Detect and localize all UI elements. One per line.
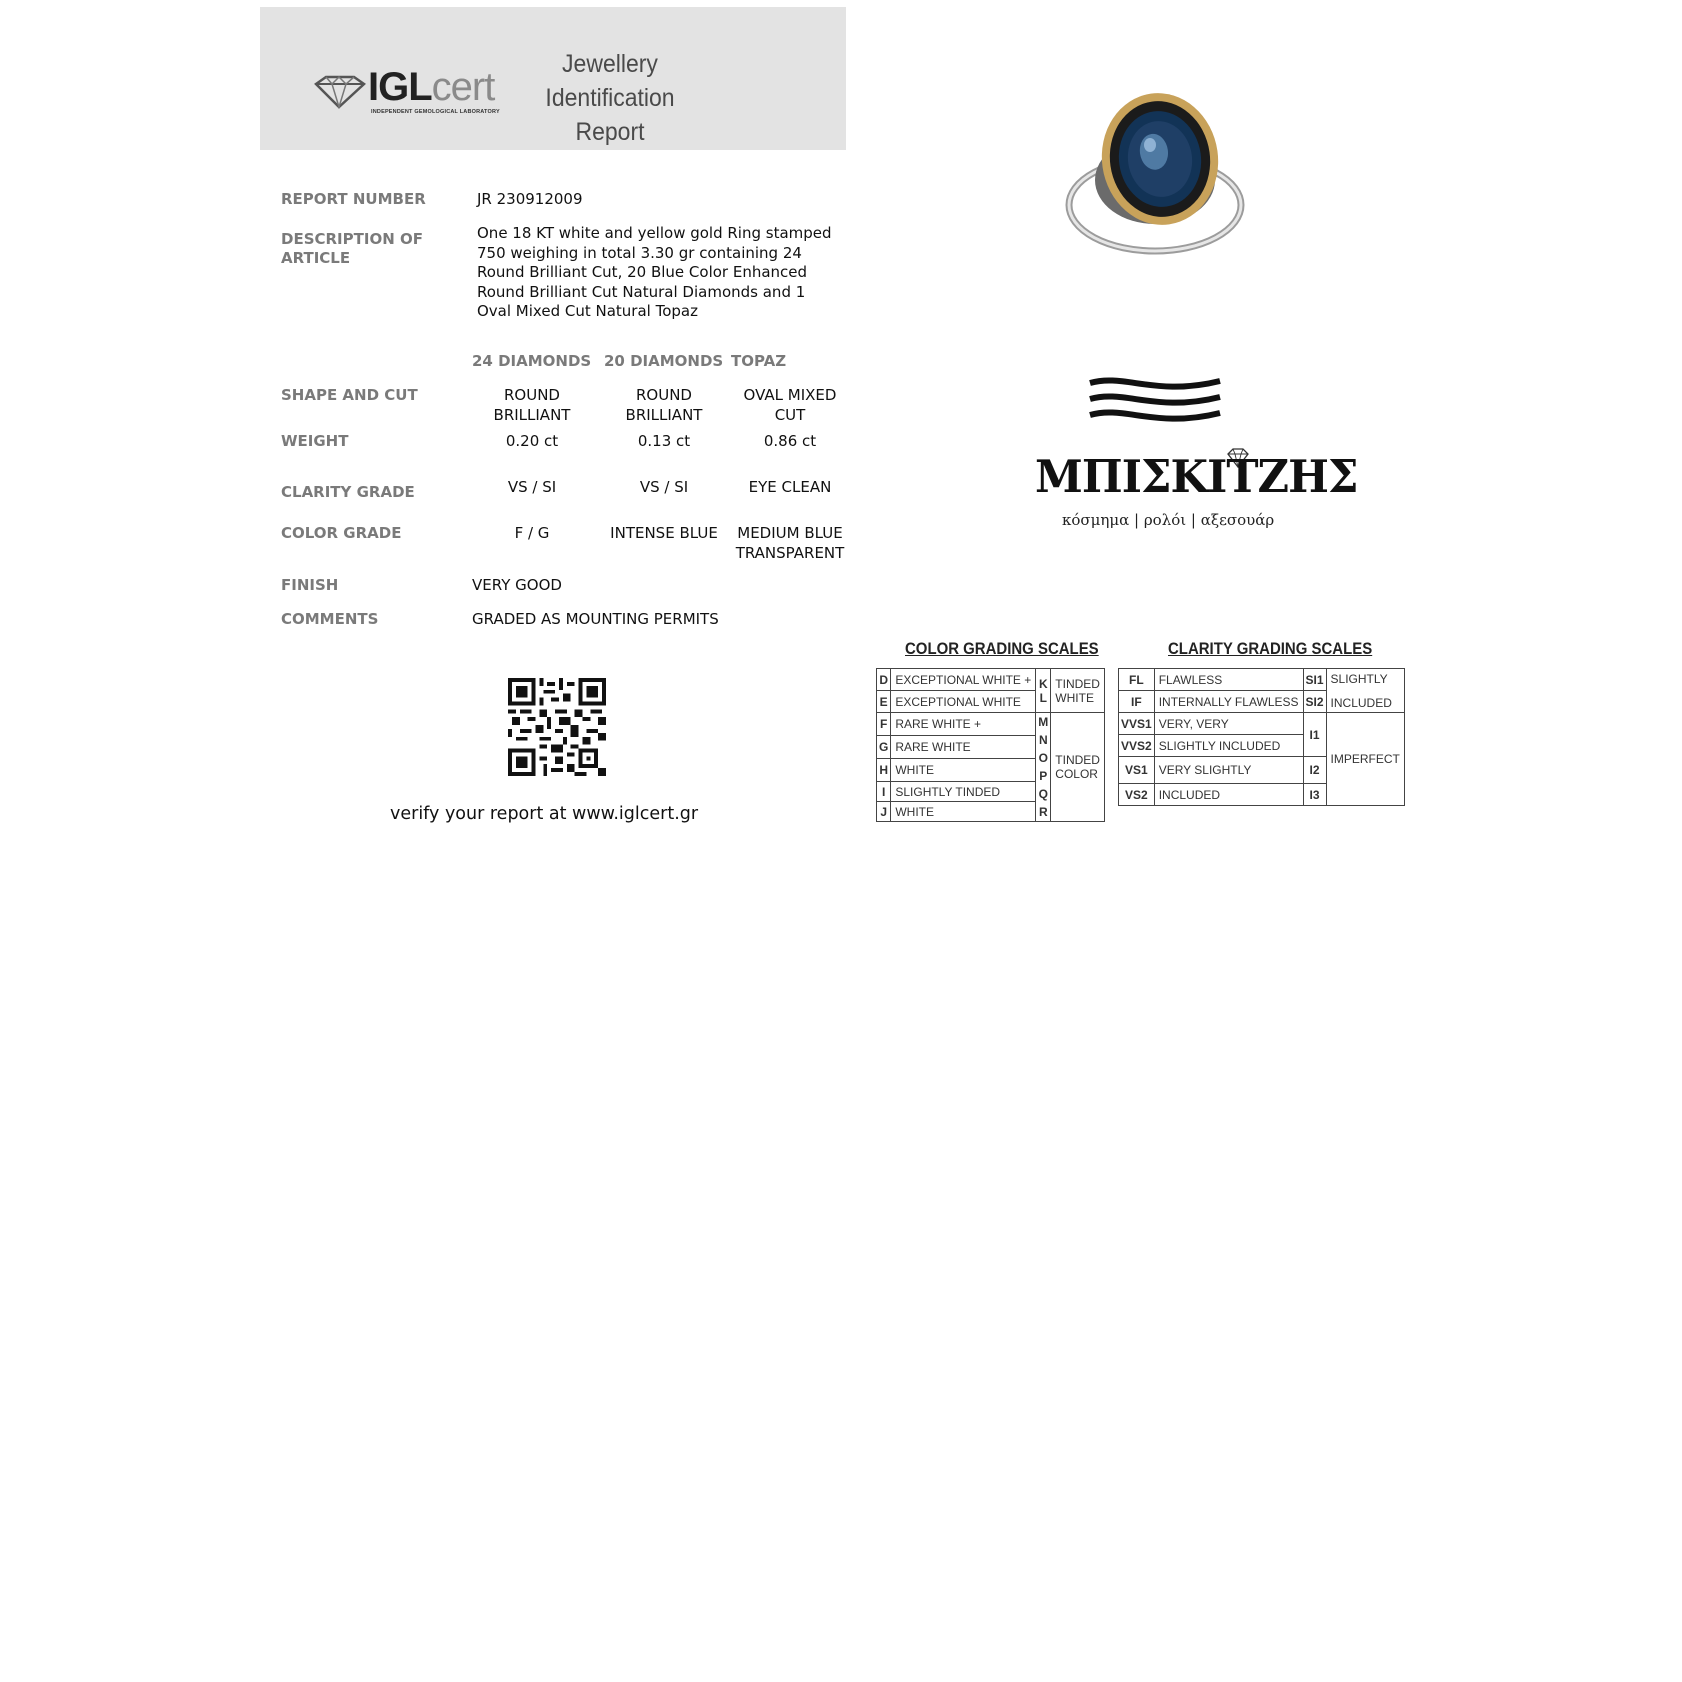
clarity-key: VS2 — [1119, 784, 1155, 806]
grade-group-b — [1051, 713, 1105, 822]
finish-value: VERY GOOD — [472, 576, 562, 594]
grade-key-group — [1036, 669, 1051, 713]
clarity-desc: VERY SLIGHTLY — [1154, 757, 1303, 784]
clarity-key: VVS1 — [1119, 713, 1155, 735]
grade-key: E — [877, 691, 891, 713]
column-header-24-diamonds: 24 DIAMONDS — [472, 352, 592, 370]
description-line: One 18 KT white and yellow gold Ring stamped — [477, 224, 832, 242]
grade-desc: WHITE — [891, 759, 1036, 782]
cell-line: TRANSPARENT — [735, 543, 845, 562]
qr-code[interactable] — [508, 678, 606, 776]
column-header-20-diamonds: 20 DIAMONDS — [604, 352, 724, 370]
clarity-imperfect: IMPERFECT — [1326, 713, 1404, 806]
clarity-desc: SLIGHTLY INCLUDED — [1154, 735, 1303, 757]
clarity-desc: VERY, VERY — [1154, 713, 1303, 735]
clarity-grade-value: EYE CLEAN — [748, 478, 832, 496]
grade-key: N — [1038, 733, 1048, 747]
grade-desc: SLIGHTLY TINDED — [891, 782, 1036, 802]
clarity-key: SI2 — [1303, 691, 1326, 713]
color-grade-value — [604, 524, 724, 544]
clarity-key: I1 — [1303, 713, 1326, 757]
grade-key: D — [877, 669, 891, 691]
cell-line: MEDIUM BLUE — [737, 524, 843, 542]
clarity-desc: INCLUDED — [1154, 784, 1303, 806]
ring-photo — [1055, 85, 1270, 260]
clarity-grade-label: CLARITY GRADE — [281, 483, 415, 501]
iglcert-logo — [368, 67, 494, 107]
title-line: Jewellery — [562, 50, 658, 78]
waves-logo-icon — [1085, 375, 1225, 435]
color-grade-label: COLOR GRADE — [281, 524, 402, 542]
clarity-key: VVS2 — [1119, 735, 1155, 757]
clarity-desc: INTERNALLY FLAWLESS — [1154, 691, 1303, 713]
weight-label: WEIGHT — [281, 432, 349, 450]
grade-key: K — [1038, 676, 1048, 691]
column-header-topaz: TOPAZ — [731, 352, 787, 370]
description-line: 750 weighing in total 3.30 gr containing 24 — [477, 243, 802, 262]
finish-label: FINISH — [281, 576, 339, 594]
weight-value: 0.13 ct — [637, 432, 691, 450]
grade-key: M — [1038, 715, 1049, 729]
clarity-key: IF — [1119, 691, 1155, 713]
cell-line: INTENSE BLUE — [610, 524, 718, 542]
cell-line: OVAL MIXED — [743, 386, 837, 404]
report-number-label: REPORT NUMBER — [281, 190, 426, 208]
diamond-logo-icon — [312, 75, 366, 109]
clarity-key: I2 — [1303, 757, 1326, 784]
description-line: Oval Mixed Cut Natural Topaz — [477, 302, 698, 320]
weight-value: 0.86 ct — [763, 432, 817, 450]
jeweller-brand-name: ΜΠΙΣΚΙΤΖΗΣ — [1035, 450, 1358, 503]
verify-report-link[interactable]: verify your report at www.iglcert.gr — [390, 804, 699, 824]
grade-key: Q — [1038, 787, 1048, 801]
clarity-key: VS1 — [1119, 757, 1155, 784]
description-label — [281, 230, 423, 268]
cell-line: ROUND — [504, 386, 560, 404]
clarity-desc: FLAWLESS — [1154, 669, 1303, 691]
cell-line: CUT — [774, 405, 806, 424]
grade-key: J — [877, 802, 891, 822]
group-line: COLOR — [1055, 767, 1098, 781]
description-line: Round Brilliant Cut Natural Diamonds and 1 — [477, 282, 806, 301]
color-grading-table — [876, 668, 1105, 822]
comments-label: COMMENTS — [281, 610, 379, 628]
clarity-key: I3 — [1303, 784, 1326, 806]
logo-bold-text: IGL — [368, 65, 432, 109]
grade-desc: WHITE — [891, 802, 1036, 822]
clarity-key: FL — [1119, 669, 1155, 691]
title-line: Identification — [545, 84, 675, 112]
grade-key: L — [1039, 690, 1047, 705]
grade-key: I — [877, 782, 891, 802]
clarity-line: SLIGHTLY — [1330, 671, 1388, 686]
clarity-grade-value: VS / SI — [507, 478, 557, 496]
cell-line: BRILLIANT — [625, 405, 703, 424]
color-grading-title: COLOR GRADING SCALES — [905, 639, 1099, 658]
shape-cut-label: SHAPE AND CUT — [281, 386, 418, 404]
clarity-line: INCLUDED — [1330, 695, 1392, 710]
comments-value: GRADED AS MOUNTING PERMITS — [472, 610, 719, 628]
shape-cut-value — [604, 386, 724, 425]
report-header — [260, 7, 846, 150]
grade-key: O — [1038, 751, 1048, 765]
clarity-grading-title: CLARITY GRADING SCALES — [1168, 639, 1373, 658]
grade-desc: RARE WHITE + — [891, 713, 1036, 736]
group-line: TINDED — [1055, 753, 1100, 767]
grade-key: F — [877, 713, 891, 736]
clarity-grade-value: VS / SI — [639, 478, 689, 496]
clarity-grading-table — [1118, 668, 1405, 806]
jeweller-brand-tagline: κόσμημα | ρολόι | αξεσουάρ — [1062, 511, 1275, 529]
grade-group-a — [1051, 669, 1105, 713]
grade-key-group — [1036, 713, 1051, 822]
grade-key: G — [877, 736, 891, 759]
group-line: WHITE — [1055, 690, 1094, 705]
cell-line: F / G — [514, 524, 550, 542]
grade-desc: RARE WHITE — [891, 736, 1036, 759]
report-number-value: JR 230912009 — [477, 190, 583, 208]
shape-cut-value — [731, 386, 849, 425]
group-line: TINDED — [1055, 676, 1100, 691]
weight-value: 0.20 ct — [505, 432, 559, 450]
grade-key: R — [1038, 805, 1048, 819]
description-label-line: ARTICLE — [281, 249, 351, 267]
cell-line: BRILLIANT — [493, 405, 571, 424]
title-line: Report — [575, 118, 645, 146]
grade-key: P — [1039, 769, 1048, 783]
logo-subtitle: INDEPENDENT GEMOLOGICAL LABORATORY — [371, 109, 500, 115]
report-title — [536, 47, 683, 149]
description-label-line: DESCRIPTION OF — [281, 230, 423, 248]
description-value — [477, 224, 832, 322]
shape-cut-value — [472, 386, 592, 425]
logo-light-text: cert — [431, 65, 495, 109]
clarity-key: SI1 — [1303, 669, 1326, 691]
clarity-si-desc — [1326, 669, 1404, 713]
description-line: Round Brilliant Cut, 20 Blue Color Enhanced — [477, 263, 808, 281]
color-grade-value — [472, 524, 592, 544]
color-grade-value — [731, 524, 849, 563]
grade-desc: EXCEPTIONAL WHITE + — [891, 669, 1036, 691]
grade-key: H — [877, 759, 891, 782]
grade-desc: EXCEPTIONAL WHITE — [891, 691, 1036, 713]
cell-line: ROUND — [636, 386, 692, 404]
